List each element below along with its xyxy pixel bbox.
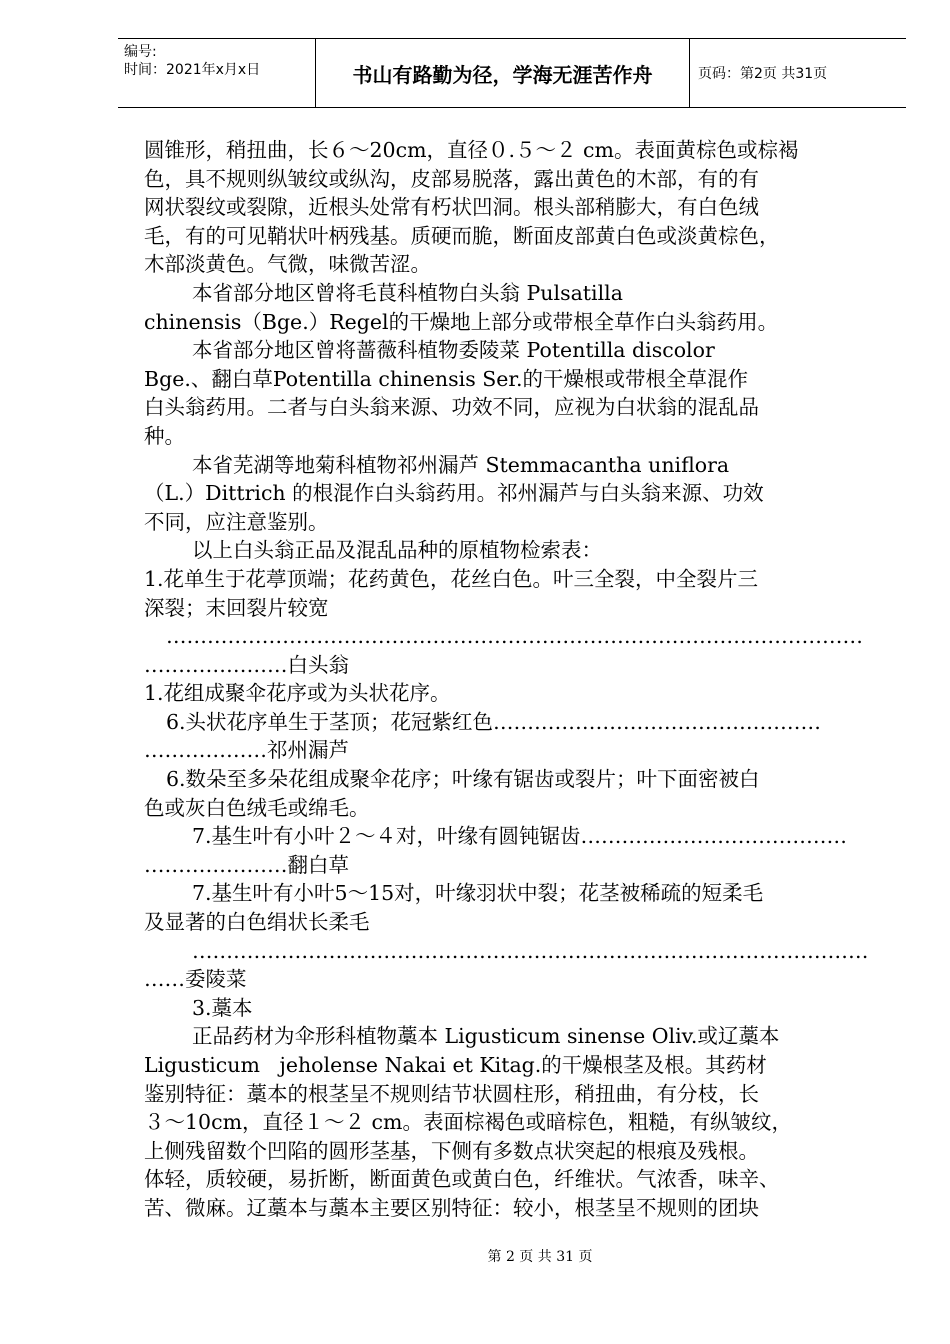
page-header [118,38,906,108]
text-line: 网状裂纹或裂隙，近根头处常有朽状凹洞。根头部稍膨大，有白色绒 [144,195,759,220]
text-line: 毛，有的可见鞘状叶柄残基。质硬而脆，断面皮部黄白色或淡黄棕色， [144,223,780,248]
text-line: 1.花单生于花葶顶端；花药黄色，花丝白色。叶三全裂，中全裂片三 [144,566,759,591]
text-line: 色或灰白色绒毛或绵毛。 [144,795,370,820]
text-line: 苦、微麻。辽藁本与藁本主要区别特征：较小，根茎呈不规则的团块 [144,1195,759,1220]
text-line: （L.）Dittrich 的根混作白头翁药用。祁州漏芦与白头翁来源、功效 [144,481,764,506]
text-line: 本省部分地区曾将毛茛科植物白头翁 Pulsatilla [192,280,623,305]
text-line: 色，具不规则纵皱纹或纵沟，皮部易脱落，露出黄色的木部，有的有 [144,166,759,191]
text-line: 6.头状花序单生于茎顶；花冠紫红色………………………………………… [166,709,822,734]
text-line: …………………翻白草 [144,852,349,877]
page-footer: 第 2 页 共 31 页 [487,1249,593,1265]
text-line: 白头翁药用。二者与白头翁来源、功效不同，应视为白状翁的混乱品 [144,395,759,420]
text-line: ……委陵菜 [144,967,247,992]
text-line: ３～10cm，直径１～２ cm。表面棕褐色或暗棕色，粗糙，有纵皱纹， [144,1110,792,1135]
text-line: 6.数朵至多朵花组成聚伞花序；叶缘有锯齿或裂片；叶下面密被白 [166,767,760,792]
header-page-number: 页码：第2页 共31页 [698,66,828,82]
text-line: ………………………………………………………………………………………… [166,624,863,649]
text-line: 木部淡黄色。气微，味微苦涩。 [144,252,431,277]
document-body [144,136,880,1223]
text-line: 本省芜湖等地菊科植物祁州漏芦 Stemmacantha uniflora [192,452,730,477]
text-line: Ligusticum jeholense Nakai et Kitag.的干燥根茎及根。其药材 [144,1053,767,1077]
document-time-label: 时间：2021年x月x日 [124,62,261,78]
header-motto: 书山有路勤为径，学海无涯苦作舟 [316,39,690,107]
text-line: ………………祁州漏芦 [144,738,349,763]
header-meta [118,39,316,107]
text-line: 本省部分地区曾将蔷薇科植物委陵菜 Potentilla discolor [192,338,715,363]
text-line: 圆锥形，稍扭曲，长６～20cm，直径０.５～２ cm。表面黄棕色或棕褐 [144,138,799,162]
text-line: ……………………………………………………………………………………… [192,938,869,963]
text-line: 正品药材为伞形科植物藁本 Ligusticum sinense Oliv.或辽藁本 [192,1024,780,1049]
text-line: 7.基生叶有小叶２～４对，叶缘有圆钝锯齿………………………………… [192,824,848,849]
text-line: 体轻，质较硬，易折断，断面黄色或黄白色，纤维状。气浓香，味辛、 [144,1167,780,1192]
text-line: 1.花组成聚伞花序或为头状花序。 [144,681,451,706]
text-line: 及显著的白色绢状长柔毛 [144,910,370,935]
text-line: Bge.、翻白草Potentilla chinensis Ser.的干燥根或带根全草混作 [144,366,748,391]
text-line: 鉴别特征：藁本的根茎呈不规则结节状圆柱形，稍扭曲，有分枝，长 [144,1081,759,1106]
text-line: chinensis（Bge.）Regel的干燥地上部分或带根全草作白头翁药用。 [144,309,779,334]
text-line: 不同，应注意鉴别。 [144,509,329,534]
text-line: 上侧残留数个凹陷的圆形茎基，下侧有多数点状突起的根痕及残根。 [144,1138,759,1163]
text-line: 3.藁本 [192,995,253,1020]
text-line: 种。 [144,423,185,448]
text-line: …………………白头翁 [144,652,349,677]
text-line: 深裂；末回裂片较宽 [144,595,329,620]
text-line: 以上白头翁正品及混乱品种的原植物检索表： [192,538,602,563]
text-line: 7.基生叶有小叶5～15对，叶缘羽状中裂；花茎被稀疏的短柔毛 [192,881,764,906]
document-number-label: 编号: [124,44,157,60]
